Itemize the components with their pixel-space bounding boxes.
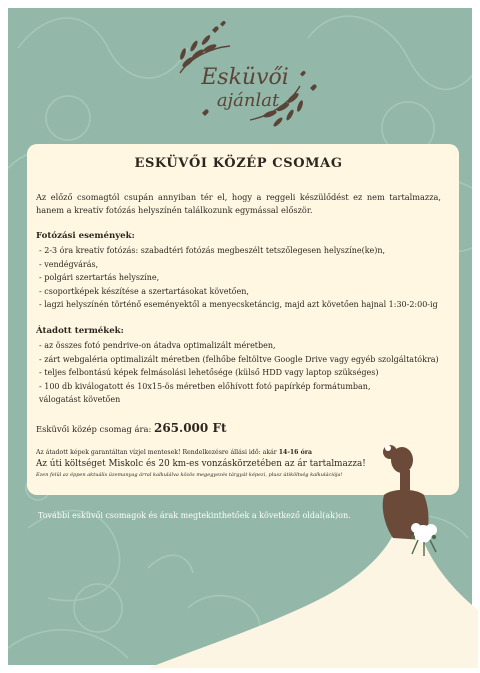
package-intro: Az előző csomagtól csupán annyiban tér el, hogy a reggeli készülődést ez nem tartalmazza, hanem a kreatív fotózás helyszínén találkozunk egymással először. xyxy=(36,192,441,215)
price-label: Esküvői közép csomag ára: xyxy=(36,423,152,434)
events-list xyxy=(36,244,441,312)
list-item: - 100 db kiválogatott és 10x15-ös méretben előhívott fotó papírkép formátumban, válogatást követően xyxy=(39,381,371,405)
list-item: - zárt webgaléria optimalizált méretben (felhőbe feltöltve Google Drive vagy egyéb szolgáltatókra) xyxy=(39,354,439,364)
list-item: - vendégvárás, xyxy=(39,259,99,269)
events-heading: Fotózási események: xyxy=(36,231,135,241)
list-item: - teljes felbontású képek felmásolási lehetősége (külső HDD vagy laptop szükséges) xyxy=(39,368,379,378)
products-list xyxy=(36,339,441,407)
notice-hours: 14-16 óra xyxy=(278,448,313,456)
notice-text: Az átadott képek garantáltan vízjel mentesek! Rendelkezésre állási idő: akár xyxy=(36,448,277,456)
travel-cost-note: Az úti költséget Miskolc és 20 km-es vonzáskörzetében az ár tartalmazza! xyxy=(36,458,366,469)
logo-line1: Esküvői xyxy=(201,65,289,90)
list-item: - polgári szertartás helyszíne, xyxy=(39,273,160,283)
wedding-dress xyxy=(148,535,478,668)
more-packages-note: További esküvői csomagok és árak megtekinthetőek a következő oldal(ak)on. xyxy=(38,511,351,520)
logo-line2: ajánlat xyxy=(216,90,280,111)
price-line xyxy=(36,421,441,436)
list-item: - az összes fotó pendrive-on átadva optimalizált méretben, xyxy=(39,340,276,350)
bride-silhouette-icon xyxy=(148,440,478,668)
price-value: 265.000 Ft xyxy=(153,420,227,435)
list-item: - lagzi helyszínén történő eseményektől a menyecsketáncig, majd azt követően hajnal 1:30-2:00-ig xyxy=(39,300,438,310)
eskuvoi-ajanlat-logo xyxy=(150,18,330,138)
package-title: ESKÜVŐI KÖZÉP CSOMAG xyxy=(134,156,343,171)
fuel-disclaimer: Ezen felül az éppen aktuális üzemanyag árral kalkulálva közös megegyezés tárgyát képezi, plusz útiköltség kalkulációja! xyxy=(36,471,343,478)
list-item: - csoportképek készítése a szertartásokat követően, xyxy=(39,286,249,296)
products-heading: Átadott termékek: xyxy=(36,325,124,336)
list-item: - 2-3 óra kreatív fotózás: szabadtéri fotózás megbeszélt tetszőlegesen helyszíne(ke)n, xyxy=(39,246,386,255)
